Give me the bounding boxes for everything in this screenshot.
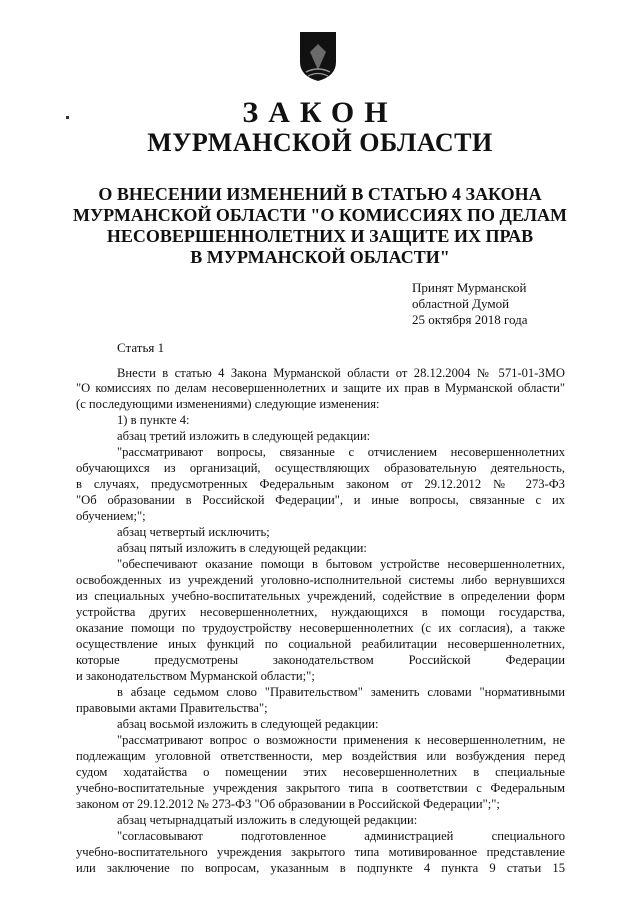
body-line: "рассматривают вопрос о возможности применения к несовершеннолетним, не [117,733,565,747]
article-heading: Статья 1 [117,340,165,355]
body-line: 1) в пункте 4: [117,413,190,427]
law-title: ЗАКОН [242,96,398,129]
coat-of-arms-emblem [298,30,338,82]
law-subtitle [70,184,570,268]
body-line: или заключение по вопросам, указанным в подпункте 4 пункта 9 статьи 15 [76,861,565,875]
body-line: "О комиссиях по делам несовершеннолетних и защите их прав в Мурманской области" [76,381,565,395]
region-title: МУРМАНСКОЙ ОБЛАСТИ [147,128,493,157]
body-line: и законодательством Мурманской области;"; [76,669,315,683]
body-line: (с последующими изменениями) следующие изменения: [76,397,380,411]
body-line: "обеспечивают оказание помощи в бытовом устройстве несовершеннолетних, [117,557,565,571]
body-line: обучением;"; [76,509,146,523]
body-line: учебно-воспитательные учреждения закрытого типа в соответствии с Федеральным [76,781,565,795]
body-line: "Об образовании в Российской Федерации", и иные вопросы, связанные с их [76,493,565,507]
adoption-line: Принят Мурманской [412,280,527,295]
body-line: абзац третий изложить в следующей редакции: [117,429,371,443]
subtitle-line: НЕСОВЕРШЕННОЛЕТНИХ И ЗАЩИТЕ ИХ ПРАВ [106,226,534,246]
body-line: "рассматривают вопросы, связанные с отчислением несовершеннолетних [117,445,565,459]
subtitle-line: О ВНЕСЕНИИ ИЗМЕНЕНИЙ В СТАТЬЮ 4 ЗАКОНА [98,184,542,204]
subtitle-line: МУРМАНСКОЙ ОБЛАСТИ "О КОМИССИЯХ ПО ДЕЛАМ [72,205,568,225]
body-line: в случаях, предусмотренных Федеральным законом от 29.12.2012 № 273-ФЗ [76,477,565,491]
body-line: учебно-воспитательного учреждения закрытого типа мотивированное представление [76,845,565,859]
body-line: правовыми актами Правительства"; [76,701,268,715]
body-line: оказание помощи по трудоустройству несовершеннолетних (с их согласия), а также [76,621,565,635]
subtitle-line: В МУРМАНСКОЙ ОБЛАСТИ" [190,247,450,267]
body-line: Внести в статью 4 Закона Мурманской области от 28.12.2004 № 571-01-ЗМО [117,366,565,380]
body-line: абзац пятый изложить в следующей редакции: [117,541,367,555]
body-line: подлежащим уголовной ответственности, мер воздействия или возбуждения перед [76,749,565,763]
body-line: освобожденных из учреждений уголовно-исполнительной системы либо вернувшихся [76,573,565,587]
body-line: "согласовывают подготовленное администрацией специального [117,829,565,843]
body-line: судом ходатайства о помещении этих несовершеннолетних в специальные [76,765,565,779]
body-line: из специальных учебно-воспитательных учреждений, содействие в определении форм [76,589,565,603]
body-line: которые предусмотрены законодательством Российской Федерации [76,653,565,667]
body-line: абзац восьмой изложить в следующей редакции: [117,717,379,731]
body-line: осуществление иных функций по социальной реабилитации несовершеннолетних, [76,637,565,651]
body-line: абзац четвертый исключить; [117,525,270,539]
body-line: абзац четырнадцатый изложить в следующей редакции: [117,813,418,827]
body-line: законом от 29.12.2012 № 273-ФЗ "Об образовании в Российской Федерации";"; [76,797,500,811]
adoption-line: областной Думой [412,296,510,311]
body-line: обучающихся из организаций, осуществляющих образовательную деятельность, [76,461,565,475]
adoption-note [412,280,528,328]
adoption-date: 25 октября 2018 года [412,312,528,327]
body-line: в абзаце седьмом слово "Правительством" заменить словами "нормативными [117,685,565,699]
body-line: устройства других несовершеннолетних, нуждающихся в помощи государства, [76,605,565,619]
